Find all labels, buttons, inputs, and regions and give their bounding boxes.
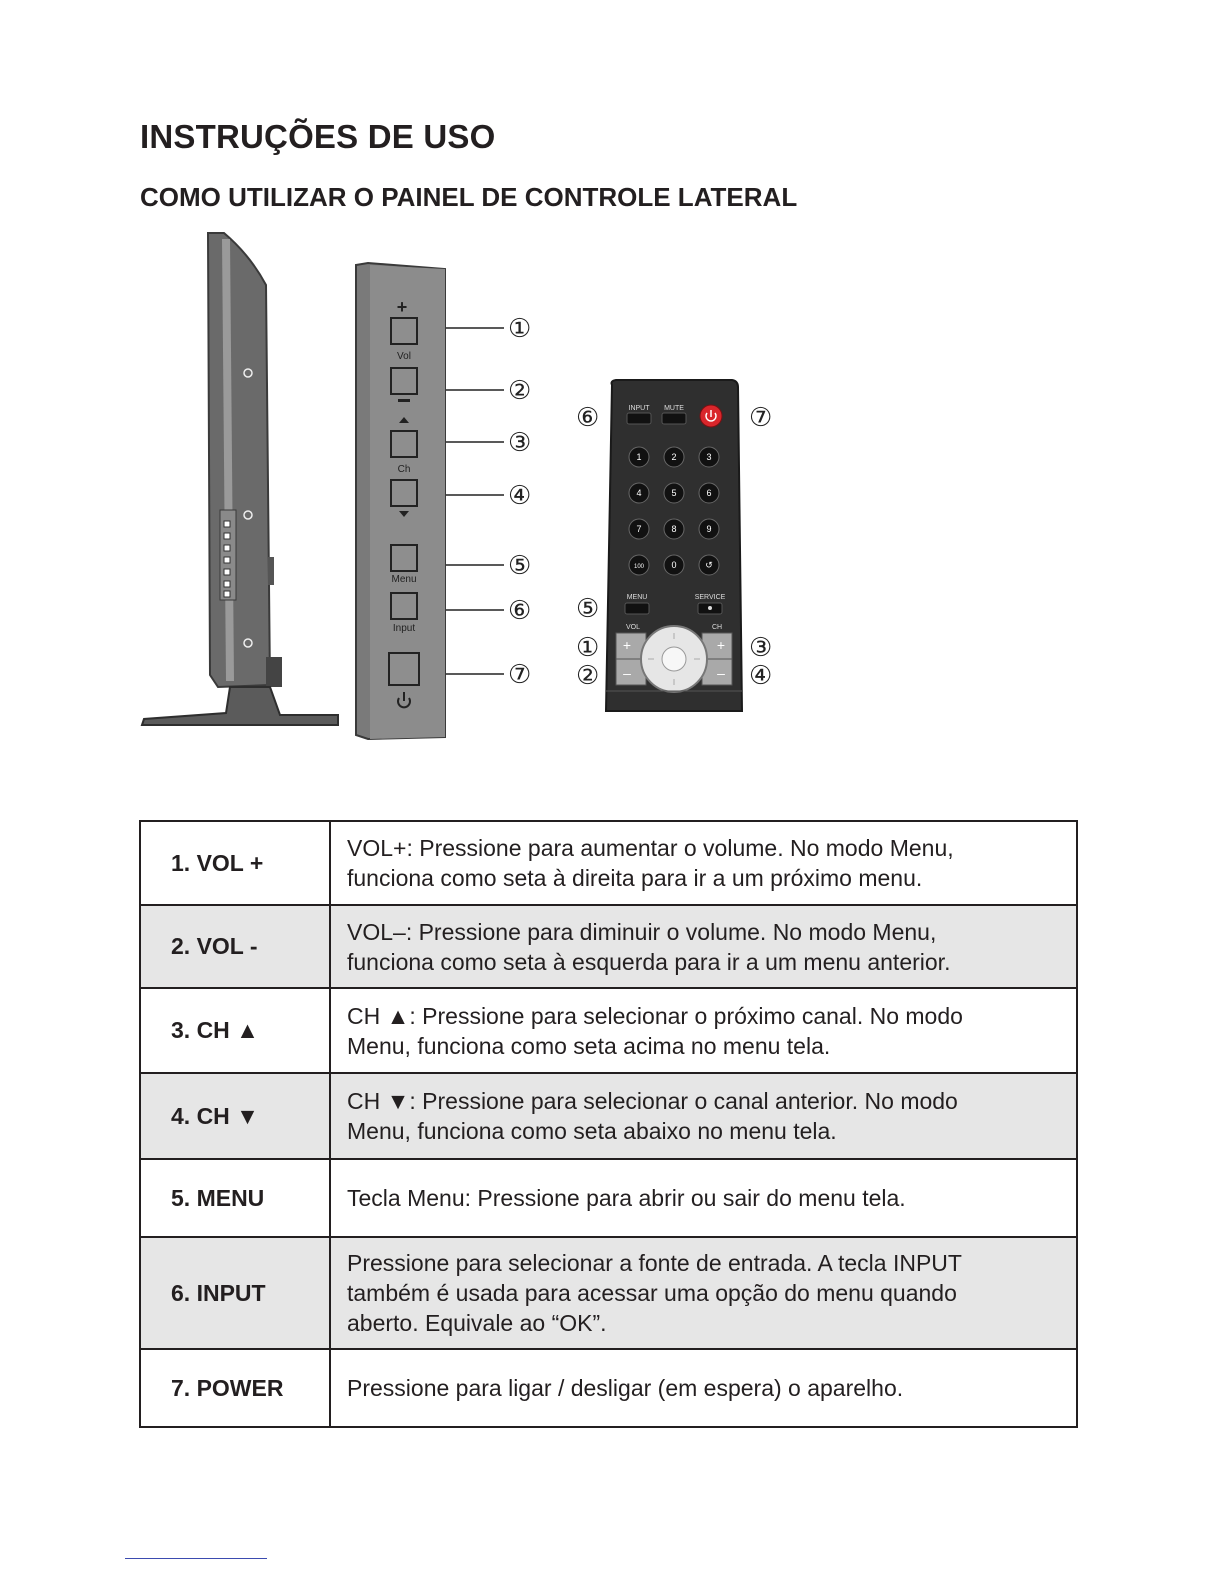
description-line: Pressione para selecionar a fonte de entrada. A tecla INPUT: [347, 1250, 962, 1276]
panel-vol-label: Vol: [397, 351, 411, 362]
remote-mute-label: MUTE: [664, 405, 684, 412]
section-subtitle: COMO UTILIZAR O PAINEL DE CONTROLE LATERAL: [140, 182, 798, 212]
remote-vol-plus: +: [622, 637, 632, 653]
remote-callout-4-ch-down: ④: [749, 661, 773, 691]
description-line: aberto. Equivale ao “OK”.: [347, 1310, 607, 1336]
remote-vol-label: VOL: [625, 624, 641, 631]
panel-ch-label: Ch: [397, 464, 411, 475]
page-title: INSTRUÇÕES DE USO: [140, 118, 496, 155]
tv-side-view: [142, 233, 338, 725]
control-name-cell: 7. POWER: [140, 1349, 330, 1427]
remote-callout-1-vol-plus: ①: [576, 633, 600, 663]
remote-digit-label: 100: [633, 564, 645, 570]
remote-digit-label: 1: [636, 452, 642, 462]
description-line: Menu, funciona como seta abaixo no menu tela.: [347, 1118, 837, 1144]
panel-input-label: Input: [392, 623, 416, 634]
control-description-cell: [330, 988, 1077, 1073]
control-name-cell: 3. CH ▲: [140, 988, 330, 1073]
remote-callout-7-power: ⑦: [749, 403, 773, 433]
description-line: Pressione para ligar / desligar (em espera) o aparelho.: [347, 1375, 904, 1401]
remote-digit-label: ↺: [705, 560, 713, 570]
table-row: [140, 1159, 1077, 1237]
control-functions-table: [139, 820, 1078, 1428]
remote-ch-minus: –: [717, 665, 725, 681]
remote-callout-3-ch-up: ③: [749, 633, 773, 663]
remote-digit-label: 9: [706, 524, 712, 534]
panel-callout-6: ⑥: [508, 596, 532, 626]
remote-ch-label: CH: [711, 624, 723, 631]
control-description-cell: [330, 821, 1077, 905]
vol-minus-key[interactable]: [391, 368, 417, 394]
control-name-cell: 6. INPUT: [140, 1237, 330, 1349]
svg-text:+: +: [396, 297, 408, 317]
input-key[interactable]: [391, 593, 417, 619]
remote-callout-5-menu: ⑤: [576, 594, 600, 624]
remote-digit-label: 5: [671, 488, 677, 498]
description-line: Menu, funciona como seta acima no menu tela.: [347, 1032, 831, 1059]
side-control-panel: [356, 263, 445, 739]
description-line: funciona como seta à esquerda para ir a um menu anterior.: [347, 948, 951, 975]
remote-digit-label: 8: [671, 524, 677, 534]
panel-callout-2: ②: [508, 376, 532, 406]
ch-up-key[interactable]: [391, 431, 417, 457]
table-row: [140, 1237, 1077, 1349]
control-description-cell: [330, 1073, 1077, 1159]
description-line: VOL+: Pressione para aumentar o volume. No modo Menu,: [347, 835, 954, 861]
remote-ch-plus: +: [716, 637, 726, 653]
remote-mute-button[interactable]: [662, 413, 686, 424]
menu-key[interactable]: [391, 545, 417, 571]
vol-plus-key[interactable]: [391, 318, 417, 344]
remote-menu-label: MENU: [626, 594, 648, 601]
panel-leader-lines: [446, 328, 504, 674]
control-description-cell: [330, 905, 1077, 988]
remote-menu-button[interactable]: [625, 603, 649, 614]
remote-input-label: INPUT: [628, 405, 650, 412]
remote-ok-button[interactable]: [662, 647, 686, 671]
remote-callout-6-input: ⑥: [576, 403, 600, 433]
remote-digit-label: 3: [706, 452, 712, 462]
control-description-cell: [330, 1237, 1077, 1349]
table-row: [140, 1073, 1077, 1159]
panel-callout-5: ⑤: [508, 551, 532, 581]
remote-digit-label: 0: [671, 560, 677, 570]
remote-vol-minus: –: [623, 665, 631, 681]
ch-down-key[interactable]: [391, 480, 417, 506]
table-row: [140, 821, 1077, 905]
description-line: funciona como seta à direita para ir a um próximo menu.: [347, 865, 923, 891]
table-row: [140, 1349, 1077, 1427]
remote-control: [606, 380, 742, 711]
remote-digit-label: 4: [636, 488, 642, 498]
control-name-cell: 2. VOL -: [140, 905, 330, 988]
table-row: [140, 905, 1077, 988]
remote-digit-label: 7: [636, 524, 642, 534]
panel-callout-4: ④: [508, 481, 532, 511]
panel-callout-7: ⑦: [508, 660, 532, 690]
panel-callout-1: ①: [508, 314, 532, 344]
description-line: CH ▲: Pressione para selecionar o próximo canal. No modo: [347, 1002, 963, 1029]
remote-service-label: SERVICE: [694, 594, 726, 601]
description-line: CH ▼: Pressione para selecionar o canal anterior. No modo: [347, 1088, 958, 1114]
table-row: [140, 988, 1077, 1073]
remote-digit-label: 6: [706, 488, 712, 498]
remote-callout-2-vol-minus: ②: [576, 661, 600, 691]
description-line: também é usada para acessar uma opção do menu quando: [347, 1280, 957, 1306]
control-name-cell: 5. MENU: [140, 1159, 330, 1237]
remote-input-button[interactable]: [627, 413, 651, 424]
control-description-cell: [330, 1349, 1077, 1427]
remote-digit-label: 2: [671, 452, 677, 462]
control-description-cell: [330, 1159, 1077, 1237]
control-name-cell: 4. CH ▼: [140, 1073, 330, 1159]
description-line: Tecla Menu: Pressione para abrir ou sair do menu tela.: [347, 1185, 906, 1211]
control-name-cell: 1. VOL +: [140, 821, 330, 905]
control-panel-figure: [130, 225, 810, 755]
footer-rule: [125, 1558, 267, 1559]
panel-callout-3: ③: [508, 428, 532, 458]
panel-menu-label: Menu: [391, 574, 417, 585]
power-key[interactable]: [389, 653, 419, 685]
description-line: VOL–: Pressione para diminuir o volume. No modo Menu,: [347, 918, 937, 945]
